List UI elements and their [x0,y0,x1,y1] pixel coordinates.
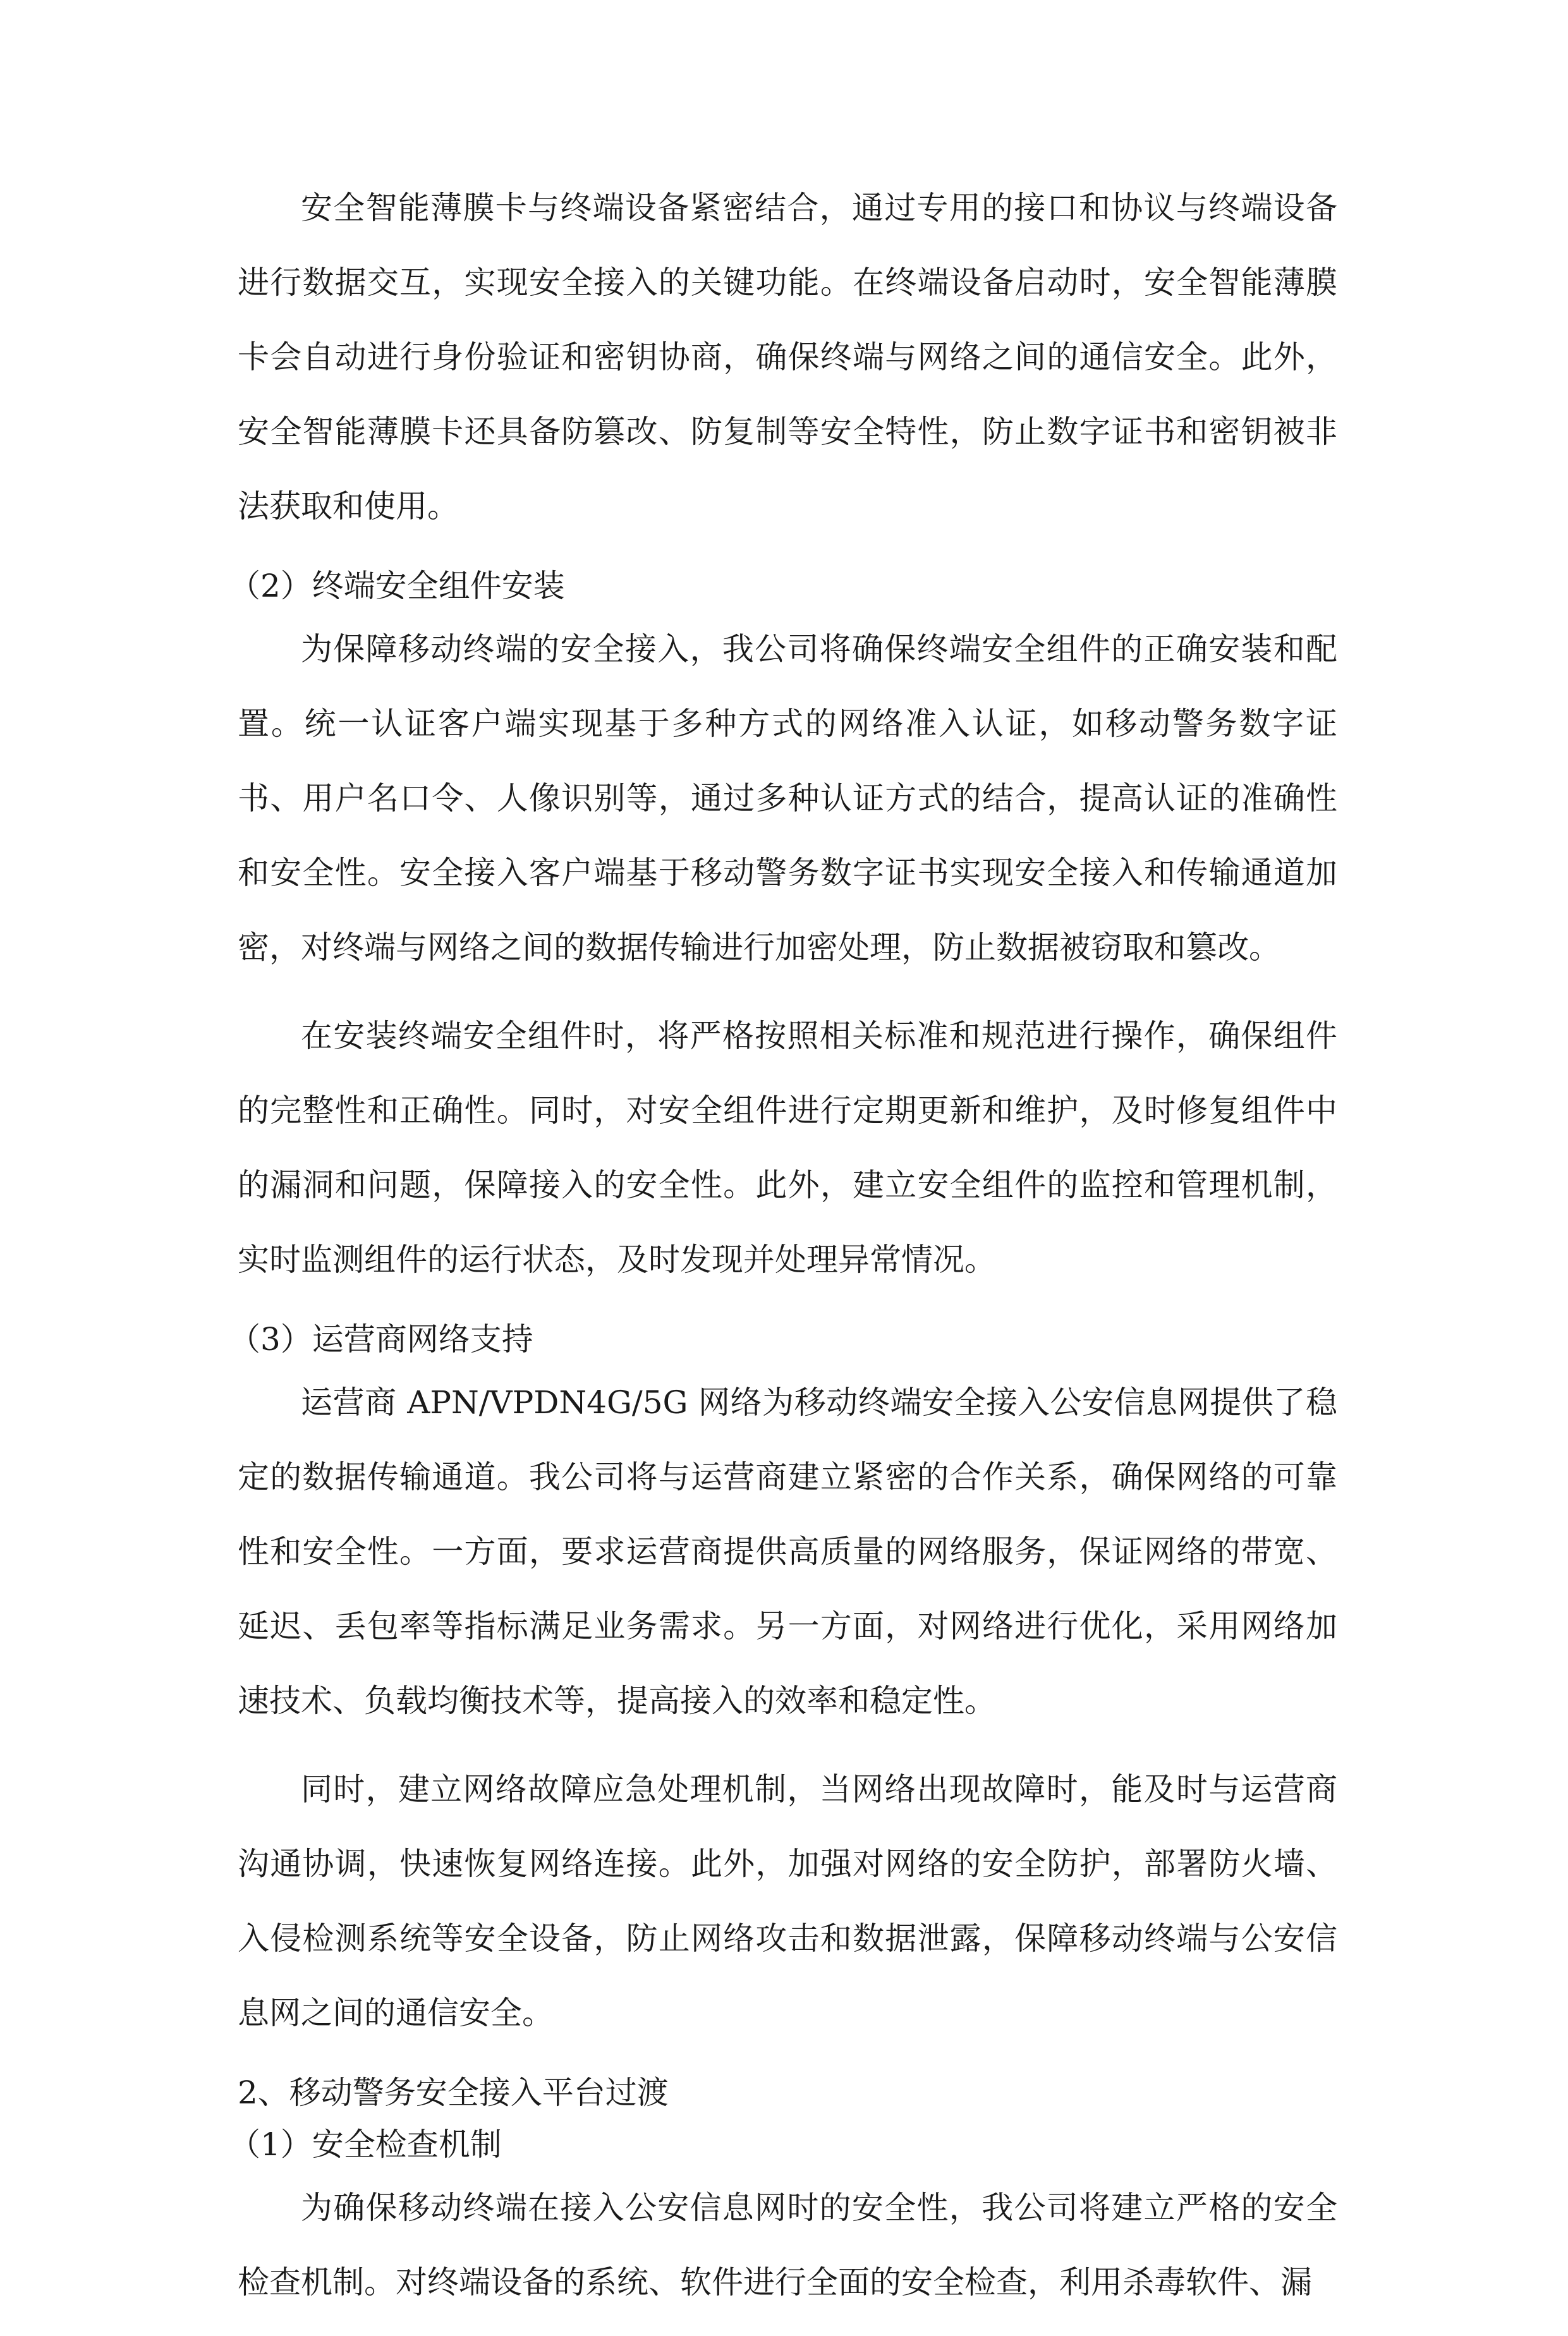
paragraph-smart-film-card: 安全智能薄膜卡与终端设备紧密结合，通过专用的接口和协议与终端设备进行数据交互，实现安全接入的关键功能。在终端设备启动时，安全智能薄膜卡会自动进行身份验证和密钥协商，确保终端与网络之间的通信安全。此外，安全智能薄膜卡还具备防篡改、防复制等安全特性，防止数字证书和密钥被非法获取和使用。 [238,190,1337,525]
heading-platform-transition: 2、移动警务安全接入平台过渡 [238,2074,669,2111]
document-body [229,171,1337,2336]
paragraph-network-fault-handling: 同时，建立网络故障应急处理机制，当网络出现故障时，能及时与运营商沟通协调，快速恢复网络连接。此外，加强对网络的安全防护，部署防火墙、入侵检测系统等安全设备，防止网络攻击和数据泄露，保障移动终端与公安信息网之间的通信安全。 [238,1771,1337,2031]
paragraph-component-maintenance: 在安装终端安全组件时，将严格按照相关标准和规范进行操作，确保组件的完整性和正确性。同时，对安全组件进行定期更新和维护，及时修复组件中的漏洞和问题，保障接入的安全性。此外，建立安全组件的监控和管理机制，实时监测组件的运行状态，及时发现并处理异常情况。 [238,1018,1337,1278]
paragraph-component-installation: 为保障移动终端的安全接入，我公司将确保终端安全组件的正确安装和配置。统一认证客户端实现基于多种方式的网络准入认证，如移动警务数字证书、用户名口令、人像识别等，通过多种认证方式的结合，提高认证的准确性和安全性。安全接入客户端基于移动警务数字证书实现安全接入和传输通道加密，对终端与网络之间的数据传输进行加密处理，防止数据被窃取和篡改。 [238,631,1337,966]
heading-carrier-network-support: （3）运营商网络支持 [229,1321,533,1358]
paragraph-carrier-network: 运营商 APN/VPDN4G/5G 网络为移动终端安全接入公安信息网提供了稳定的数据传输通道。我公司将与运营商建立紧密的合作关系，确保网络的可靠性和安全性。一方面，要求运营商提供高质量的网络服务，保证网络的带宽、延迟、丢包率等指标满足业务需求。另一方面，对网络进行优化，采用网络加速技术、负载均衡技术等，提高接入的效率和稳定性。 [238,1384,1337,1719]
heading-security-check-mechanism: （1）安全检查机制 [229,2126,502,2163]
heading-terminal-security-components: （2）终端安全组件安装 [229,568,565,604]
paragraph-security-check: 为确保移动终端在接入公安信息网时的安全性，我公司将建立严格的安全检查机制。对终端设备的系统、软件进行全面的安全检查，利用杀毒软件、漏 [238,2189,1337,2301]
